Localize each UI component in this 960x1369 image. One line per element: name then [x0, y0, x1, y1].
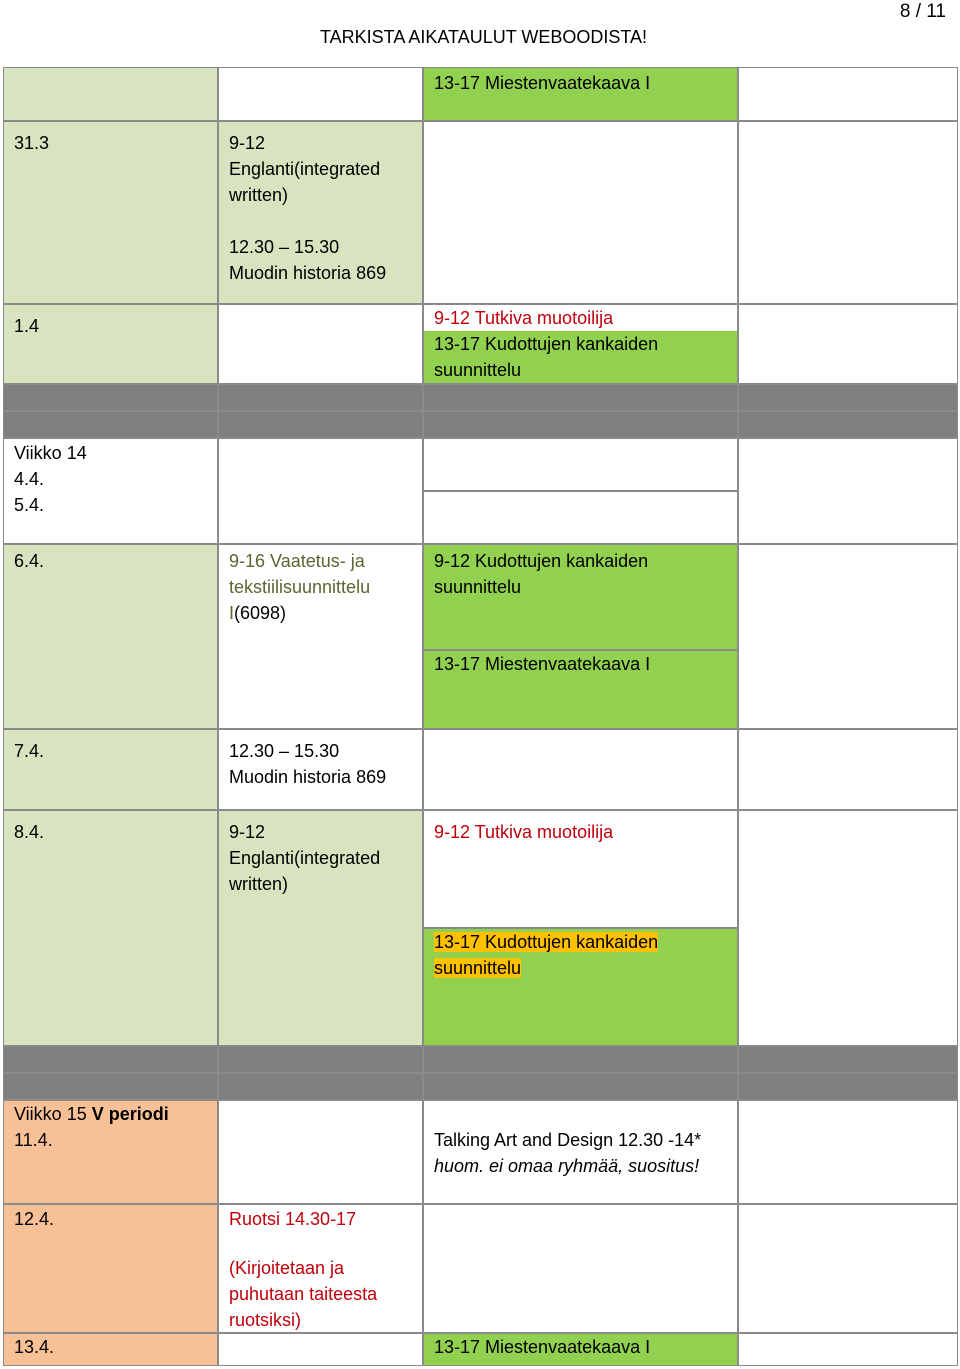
course-text: Englanti(integrated [229, 159, 381, 179]
date-label: 6.4. [14, 551, 45, 571]
course-text: 13-17 Kudottujen kankaiden [434, 334, 659, 354]
week-label: Viikko 14 [14, 443, 87, 463]
course-cell [423, 810, 738, 928]
course-cell [218, 1333, 423, 1366]
date-label: 11.4. [14, 1130, 53, 1150]
date-label: 8.4. [14, 822, 45, 842]
date-cell [3, 1204, 218, 1333]
course-text: 9-12 [229, 133, 266, 153]
course-text: tekstiilisuunnittelu [229, 577, 371, 597]
date-cell [3, 304, 218, 384]
schedule-notice: TARKISTA AIKATAULUT WEBOODISTA! [320, 27, 648, 47]
week-label: Viikko 15 [14, 1104, 92, 1124]
date-label: 12.4. [14, 1209, 55, 1229]
date-cell [3, 438, 218, 544]
empty-cell [738, 121, 958, 304]
course-text: 9-12 Tutkiva muotoilija [434, 822, 614, 842]
date-cell [3, 121, 218, 304]
course-text: 13-17 Miestenvaatekaava I [434, 1337, 651, 1357]
course-text: suunnittelu [434, 577, 522, 597]
date-label: 1.4 [14, 316, 40, 336]
separator-cell [3, 384, 218, 411]
course-cell [423, 1100, 738, 1204]
date-label: 31.3 [14, 133, 50, 153]
course-text: 12.30 – 15.30 [229, 741, 340, 761]
course-cell [218, 1100, 423, 1204]
empty-cell [738, 1100, 958, 1204]
course-cell [218, 810, 423, 1046]
separator-cell [738, 1046, 958, 1073]
course-text: 9-12 Tutkiva muotoilija [434, 308, 614, 328]
empty-cell [738, 544, 958, 729]
course-text: written) [229, 185, 289, 205]
empty-cell [738, 1333, 958, 1366]
separator-cell [738, 1073, 958, 1100]
course-cell [218, 544, 423, 729]
course-text: 9-12 [229, 822, 266, 842]
course-note: huom. ei omaa ryhmää, suositus! [434, 1156, 700, 1176]
highlighted-course-text: 13-17 Kudottujen kankaiden [434, 932, 659, 952]
separator-cell [423, 1073, 738, 1100]
empty-cell [738, 304, 958, 384]
date-label: 4.4. [14, 469, 45, 489]
separator-cell [218, 384, 423, 411]
course-cell [423, 1333, 738, 1366]
date-cell [3, 1333, 218, 1366]
date-label: 5.4. [14, 495, 45, 515]
course-cell [423, 491, 738, 544]
separator-cell [218, 411, 423, 438]
empty-cell [738, 729, 958, 810]
course-text: 13-17 Miestenvaatekaava I [434, 654, 651, 674]
separator-cell [218, 1046, 423, 1073]
spacer [229, 208, 412, 234]
course-cell [218, 121, 423, 304]
course-cell [423, 928, 738, 1046]
spacer [229, 1232, 412, 1255]
course-text: (Kirjoitetaan ja [229, 1258, 345, 1278]
empty-cell [738, 810, 958, 1046]
course-cell [423, 1204, 738, 1333]
date-label: 13.4. [14, 1337, 55, 1357]
separator-cell [423, 411, 738, 438]
course-text: Muodin historia 869 [229, 263, 387, 283]
separator-cell [218, 1073, 423, 1100]
date-cell [3, 544, 218, 729]
course-cell [218, 304, 423, 384]
course-cell [423, 121, 738, 304]
course-text: written) [229, 874, 289, 894]
page-number: 8 / 11 [899, 1, 946, 22]
separator-cell [738, 411, 958, 438]
date-cell [3, 810, 218, 1046]
date-cell [3, 729, 218, 810]
date-cell [3, 1100, 218, 1204]
course-text: Muodin historia 869 [229, 767, 387, 787]
course-text: 13-17 Miestenvaatekaava I [434, 73, 651, 93]
course-cell [218, 729, 423, 810]
empty-cell [738, 1204, 958, 1333]
separator-cell [423, 1046, 738, 1073]
period-label: V periodi [91, 1104, 169, 1124]
separator-cell [3, 1046, 218, 1073]
separator-cell [738, 384, 958, 411]
course-text: Ruotsi 14.30-17 [229, 1209, 357, 1229]
empty-cell [738, 67, 958, 121]
course-text: puhutaan taiteesta [229, 1284, 378, 1304]
course-cell [218, 438, 423, 544]
course-cell [423, 729, 738, 810]
course-cell [218, 67, 423, 121]
course-cell [423, 67, 738, 121]
course-cell [218, 1204, 423, 1333]
course-text: Englanti(integrated [229, 848, 381, 868]
course-code: (6098) [234, 603, 287, 623]
separator-cell [3, 1073, 218, 1100]
course-text: 9-12 Kudottujen kankaiden [434, 551, 649, 571]
course-text: 12.30 – 15.30 [229, 237, 340, 257]
separator-cell [3, 411, 218, 438]
course-text: suunnittelu [434, 360, 522, 380]
course-cell [423, 650, 738, 729]
date-cell [3, 67, 218, 121]
separator-cell [423, 384, 738, 411]
course-text: Talking Art and Design 12.30 -14* [434, 1130, 702, 1150]
course-cell [423, 544, 738, 650]
course-cell [423, 304, 738, 384]
date-label: 7.4. [14, 741, 45, 761]
course-text: ruotsiksi) [229, 1310, 302, 1330]
course-text: I [229, 603, 235, 623]
highlighted-course-text: suunnittelu [434, 958, 522, 978]
empty-cell [738, 438, 958, 544]
course-cell [423, 438, 738, 491]
course-text: 9-16 Vaatetus- ja [229, 551, 365, 571]
